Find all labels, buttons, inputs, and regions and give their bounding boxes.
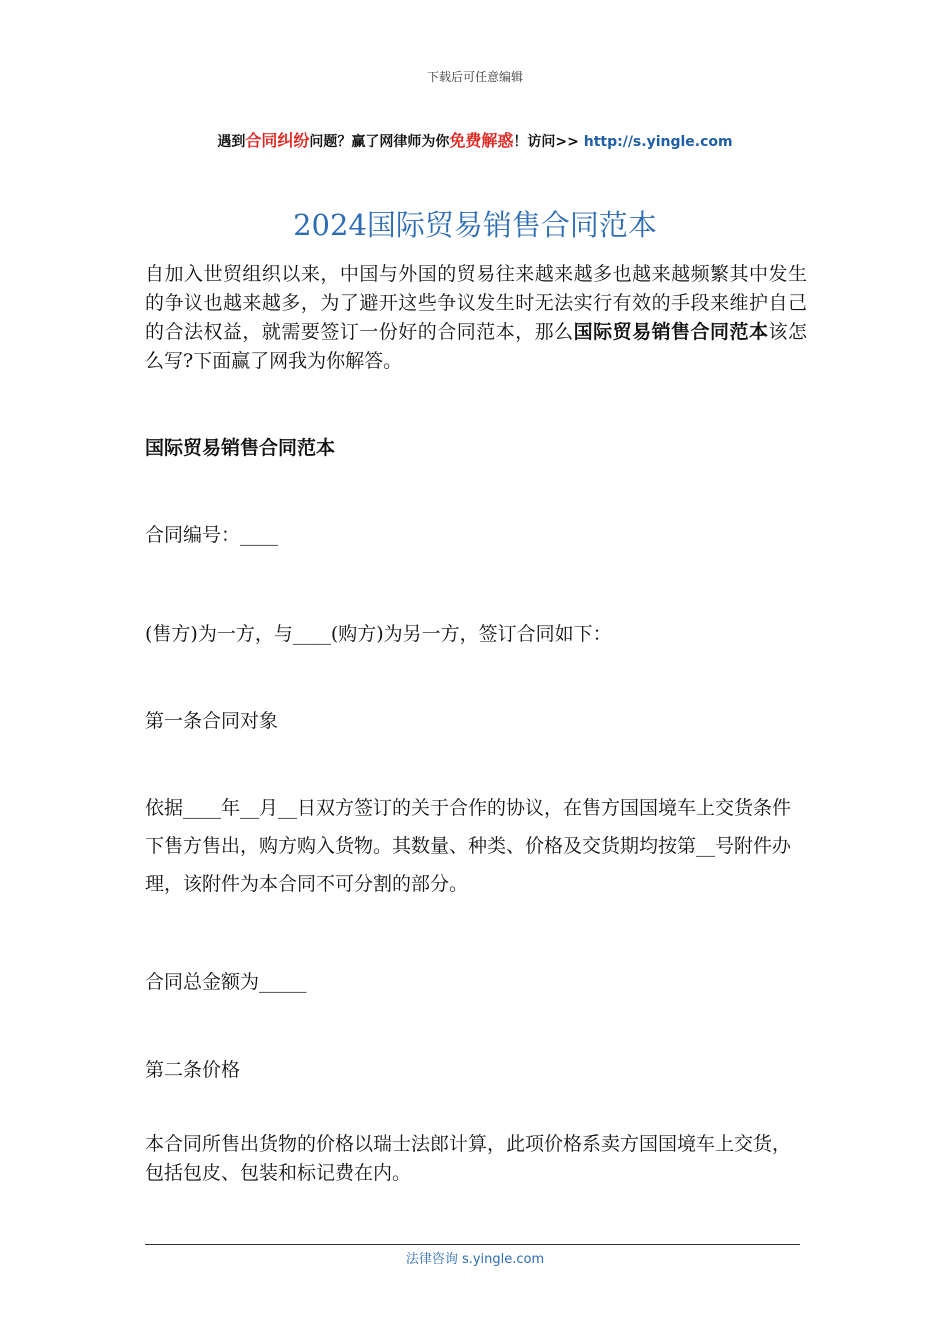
document-title: 2024国际贸易销售合同范本 xyxy=(293,208,657,242)
intro-text-1: 自加入世贸组织以来，中国与外国的贸易往来越来越多也越来越频繁其中发生的争议也越来越多，为了避开这些争议发生时无法实行有效的手段来维护自己的合法权益，就需要签订一份好的合同范本，那么 xyxy=(145,263,807,343)
section-heading: 国际贸易销售合同范本 xyxy=(145,437,336,459)
intro-bold-term: 国际贸易销售合同范本 xyxy=(573,321,769,343)
ad-highlight-dispute: 合同纠纷 xyxy=(245,131,310,150)
contract-number-line: 合同编号：____ xyxy=(145,524,279,546)
ad-text-1: 遇到 xyxy=(217,134,246,150)
ad-text-2: 问题？赢了网律师为你 xyxy=(309,134,450,150)
ad-text-3: ！访问>> xyxy=(513,134,584,150)
ad-link[interactable]: http://s.yingle.com xyxy=(583,134,733,150)
total-amount-line: 合同总金额为_____ xyxy=(145,971,307,993)
article-1-heading: 第一条合同对象 xyxy=(145,710,279,732)
article-1-body: 依据____年__月__日双方签订的关于合作的协议，在售方国国境车上交货条件下售方售出，购方购入货物。其数量、种类、价格及交货期均按第__号附件办理，该附件为本合同不可分割的部分。 xyxy=(145,797,792,895)
intro-text-2: 该怎么写?下面赢了网我为你解答。 xyxy=(145,321,807,372)
ad-highlight-free: 免费解惑 xyxy=(449,131,514,150)
footer-divider xyxy=(145,1244,800,1245)
header-note: 下载后可任意编辑 xyxy=(426,70,523,84)
footer-link[interactable]: 法律咨询 s.yingle.com xyxy=(405,1252,545,1267)
intro-paragraph xyxy=(145,260,807,376)
parties-line: (售方)为一方，与____(购方)为另一方，签订合同如下： xyxy=(145,623,612,645)
article-2-body: 本合同所售出货物的价格以瑞士法郎计算，此项价格系卖方国国境车上交货，包括包皮、包装和标记费在内。 xyxy=(145,1133,792,1184)
article-2-heading: 第二条价格 xyxy=(145,1059,241,1081)
ad-banner xyxy=(0,128,950,151)
